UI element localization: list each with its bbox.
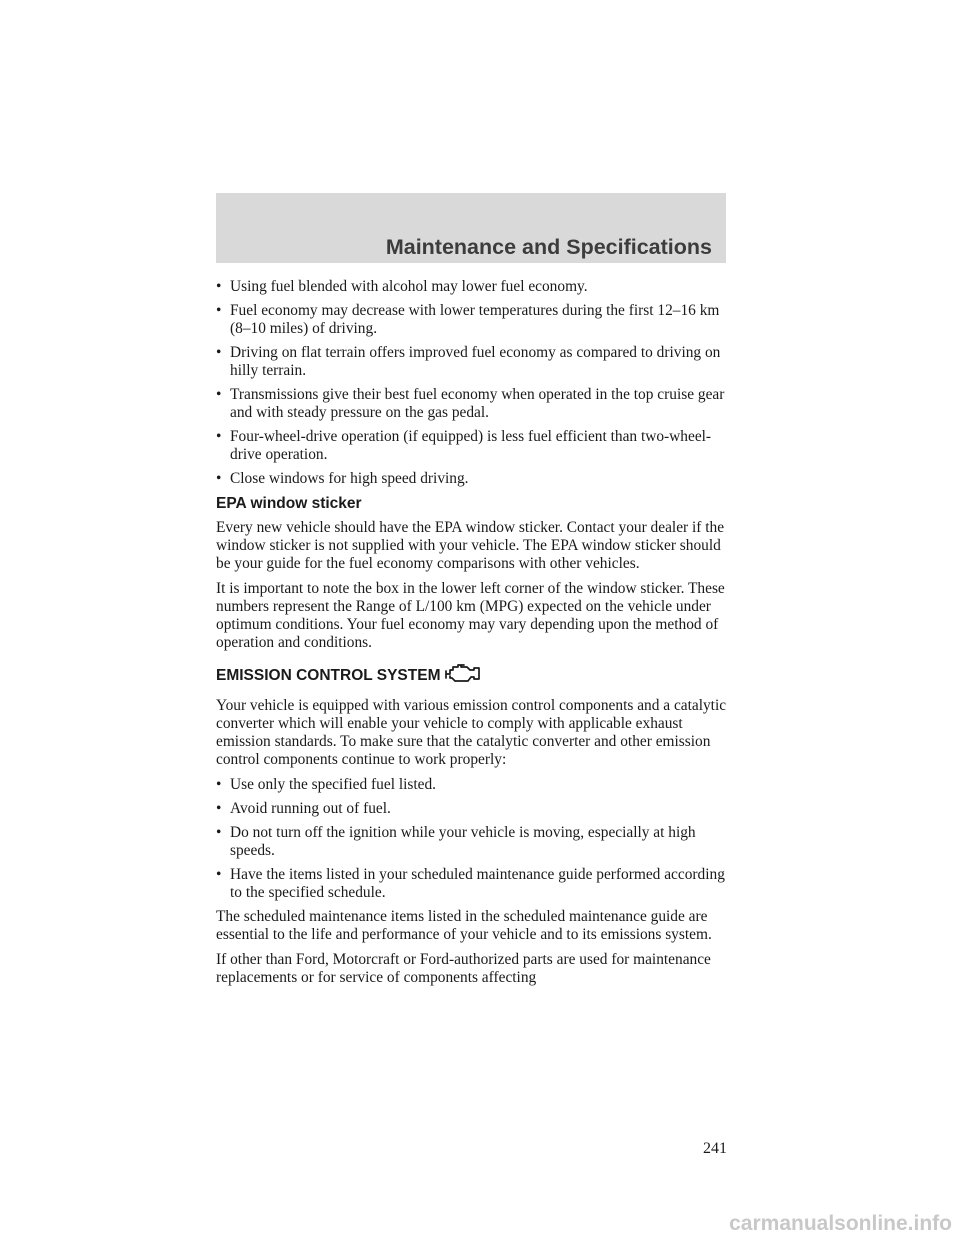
- emission-paragraph-3: If other than Ford, Motorcraft or Ford-authorized parts are used for maintenance replacements or for service of components affecting: [216, 951, 711, 986]
- epa-paragraph-2: It is important to note the box in the lower left corner of the window sticker. These numbers represent the Range of L/100 km (MPG) expected on the vehicle under optimum conditions. Your fuel economy may vary depending upon the method of operation and conditions.: [216, 580, 725, 651]
- header-bar: [216, 193, 726, 263]
- engine-icon: [443, 662, 483, 689]
- emission-paragraph-2: The scheduled maintenance items listed in the scheduled maintenance guide are essential to the life and performance of your vehicle and to its emissions system.: [216, 908, 712, 943]
- page-content: [216, 278, 728, 994]
- page-number: 241: [703, 1140, 727, 1157]
- emission-bullets: [216, 776, 728, 902]
- list-item: • Transmissions give their best fuel economy when operated in the top cruise gear and with steady pressure on the gas pedal.: [216, 386, 728, 422]
- list-item: • Close windows for high speed driving.: [216, 470, 728, 488]
- epa-heading: EPA window sticker: [216, 495, 362, 512]
- list-item: • Do not turn off the ignition while your vehicle is moving, especially at high speeds.: [216, 824, 728, 860]
- list-item: • Have the items listed in your scheduled maintenance guide performed according to the specified schedule.: [216, 866, 728, 902]
- watermark: carmanualsonline.info: [729, 1212, 952, 1235]
- list-item: • Use only the specified fuel listed.: [216, 776, 728, 794]
- emission-heading-text: EMISSION CONTROL SYSTEM: [216, 667, 441, 684]
- fuel-tips-list: [216, 278, 728, 488]
- list-item: • Using fuel blended with alcohol may lower fuel economy.: [216, 278, 728, 296]
- epa-paragraph-1: Every new vehicle should have the EPA window sticker. Contact your dealer if the window sticker is not supplied with your vehicle. The EPA window sticker should be your guide for the fuel economy comparisons with other vehicles.: [216, 519, 725, 572]
- list-item: • Avoid running out of fuel.: [216, 800, 728, 818]
- list-item: • Four-wheel-drive operation (if equipped) is less fuel efficient than two-wheel-drive operation.: [216, 428, 728, 464]
- emission-heading: [216, 662, 728, 689]
- emission-intro: Your vehicle is equipped with various emission control components and a catalytic converter which will enable your vehicle to comply with applicable exhaust emission standards. To make sure that the catalytic converter and other emission control components continue to work properly:: [216, 697, 727, 768]
- list-item: • Driving on flat terrain offers improved fuel economy as compared to driving on hilly terrain.: [216, 344, 728, 380]
- page-title: Maintenance and Specifications: [385, 235, 712, 259]
- list-item: • Fuel economy may decrease with lower temperatures during the first 12–16 km (8–10 miles) of driving.: [216, 302, 728, 338]
